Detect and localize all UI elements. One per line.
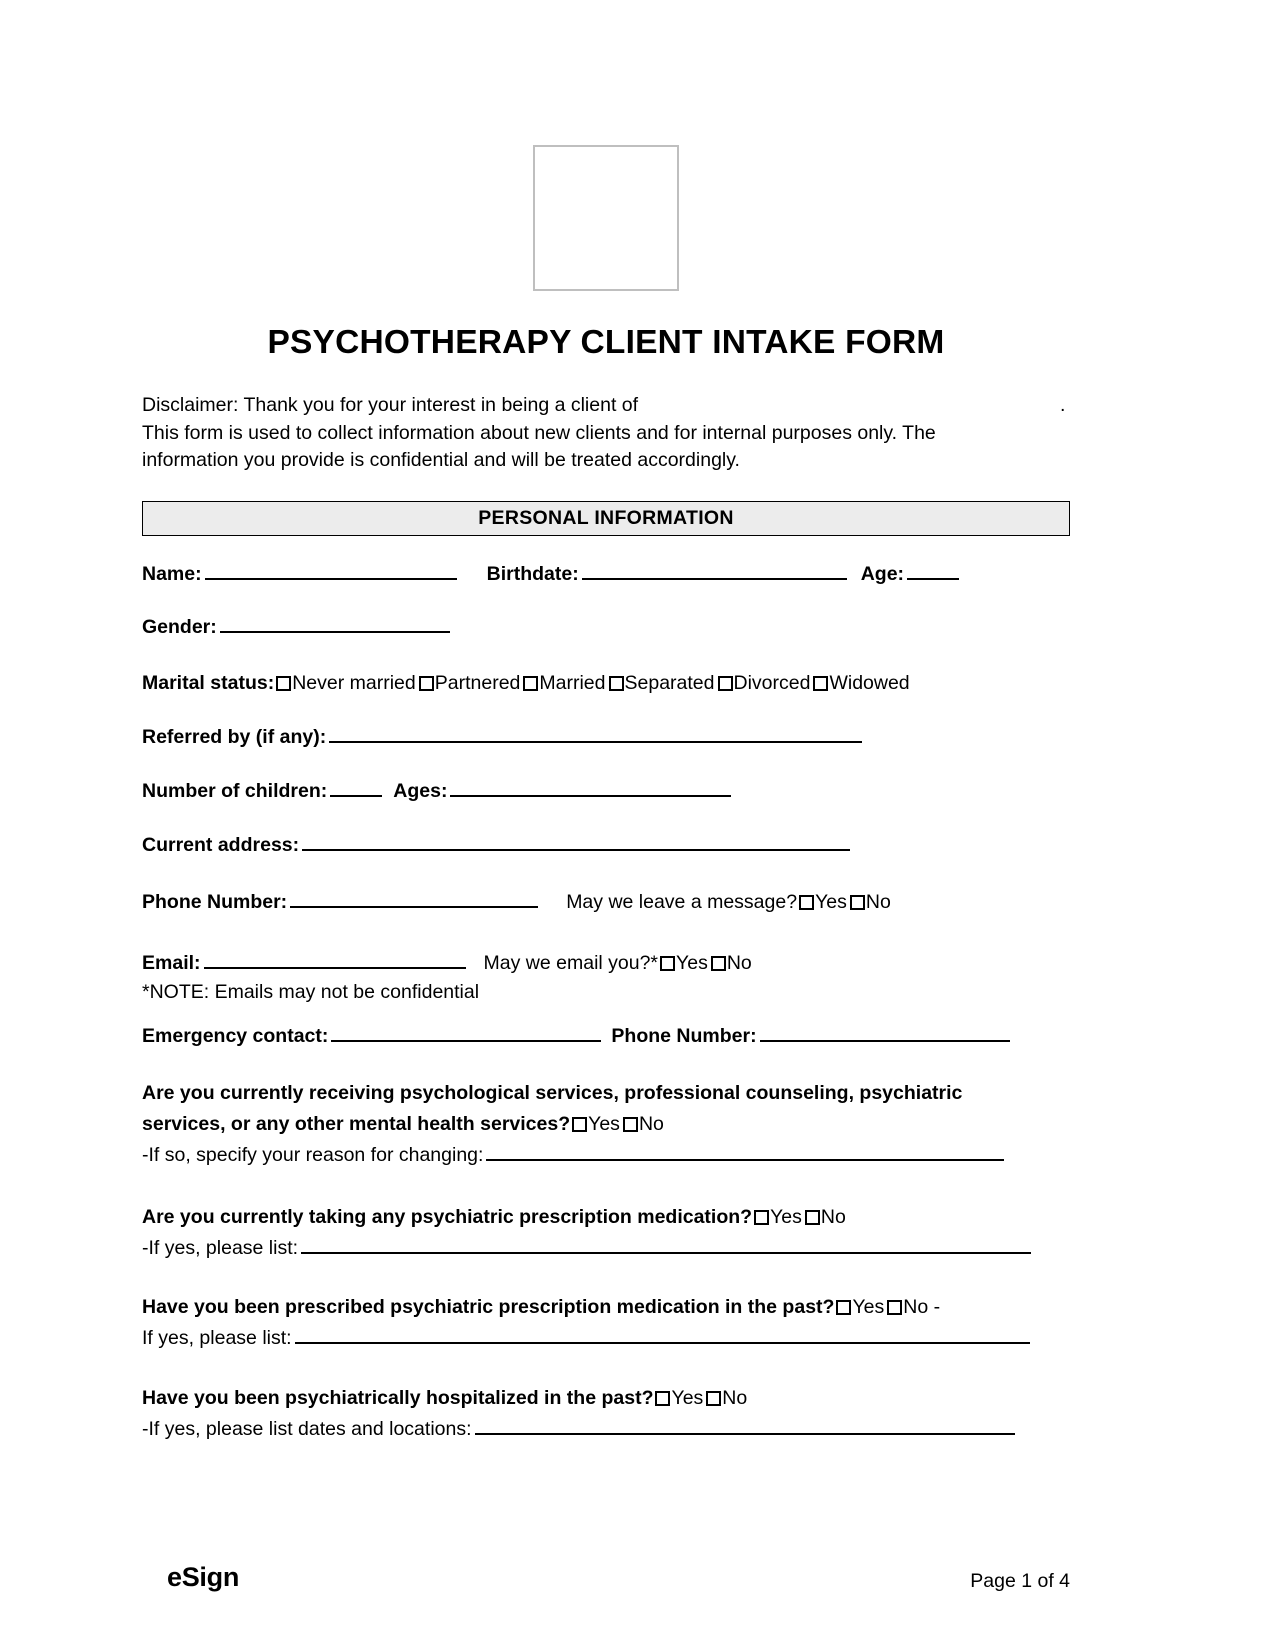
question-4-line-1 <box>142 1383 1070 1414</box>
row-name-birthdate-age <box>142 560 961 588</box>
q4-no-label: No <box>722 1387 748 1409</box>
email-yes-label: Yes <box>676 952 708 974</box>
current-address-input-blank[interactable] <box>302 831 850 851</box>
q1-no-label: No <box>638 1113 664 1135</box>
question-1-line-2 <box>142 1109 1070 1140</box>
birthdate-input-blank[interactable] <box>582 560 847 580</box>
row-email <box>142 949 753 977</box>
gender-label: Gender: <box>142 616 217 638</box>
row-gender <box>142 613 452 641</box>
ages-input-blank[interactable] <box>450 777 731 797</box>
question-3-text: Have you been prescribed psychiatric prescription medication in the past? <box>142 1296 835 1318</box>
checkbox-partnered[interactable] <box>419 676 434 691</box>
logo-placeholder-box <box>533 145 679 291</box>
checkbox-leave-message-no[interactable] <box>850 895 865 910</box>
marital-option-never-married: Never married <box>292 672 416 694</box>
name-label: Name: <box>142 563 202 585</box>
question-1-line-1 <box>142 1078 1070 1109</box>
question-2-text: Are you currently taking any psychiatric prescription medication? <box>142 1206 753 1228</box>
q2-followup-label: -If yes, please list: <box>142 1237 299 1259</box>
question-prescribed-medication-past <box>142 1292 1070 1354</box>
disclaimer-line-1-text: Disclaimer: Thank you for your interest in being a client of <box>142 394 639 416</box>
checkbox-q1-no[interactable] <box>623 1117 638 1132</box>
q3-followup-label: If yes, please list: <box>142 1327 292 1349</box>
question-1-text-line-2: services, or any other mental health services? <box>142 1113 571 1135</box>
question-2-followup <box>142 1233 1070 1264</box>
q4-yes-label: Yes <box>671 1387 704 1409</box>
q2-no-label: No <box>820 1206 846 1228</box>
question-hospitalized-past <box>142 1383 1070 1445</box>
checkbox-q3-no[interactable] <box>887 1300 902 1315</box>
disclaimer-trailing-period: . <box>1060 394 1066 416</box>
row-phone-number <box>142 888 892 916</box>
emergency-contact-input-blank[interactable] <box>331 1022 601 1042</box>
checkbox-never-married[interactable] <box>276 676 291 691</box>
checkbox-q4-no[interactable] <box>706 1391 721 1406</box>
checkbox-married[interactable] <box>523 676 538 691</box>
checkbox-q1-yes[interactable] <box>572 1117 587 1132</box>
leave-message-yes-label: Yes <box>815 891 847 913</box>
disclaimer-line-2: This form is used to collect information about new clients and for internal purposes only. The <box>142 421 936 444</box>
checkbox-q2-no[interactable] <box>805 1210 820 1225</box>
email-you-question: May we email you?* <box>483 952 659 974</box>
q1-yes-label: Yes <box>588 1113 620 1135</box>
phone-number-label: Phone Number: <box>142 891 288 913</box>
checkbox-email-yes[interactable] <box>660 956 675 971</box>
checkbox-email-no[interactable] <box>711 956 726 971</box>
q4-followup-input-blank[interactable] <box>475 1415 1015 1435</box>
current-address-label: Current address: <box>142 834 300 856</box>
marital-option-married: Married <box>539 672 606 694</box>
question-currently-taking-medication <box>142 1202 1070 1264</box>
referred-by-label: Referred by (if any): <box>142 726 327 748</box>
checkbox-q3-yes[interactable] <box>836 1300 851 1315</box>
marital-option-widowed: Widowed <box>829 672 910 694</box>
referred-by-input-blank[interactable] <box>329 723 862 743</box>
checkbox-widowed[interactable] <box>813 676 828 691</box>
section-header-personal-information: PERSONAL INFORMATION <box>142 501 1070 536</box>
disclaimer-line-3: information you provide is confidential and will be treated accordingly. <box>142 449 740 471</box>
marital-option-divorced: Divorced <box>733 672 811 694</box>
marital-option-partnered: Partnered <box>434 672 521 694</box>
q1-followup-input-blank[interactable] <box>486 1141 1004 1161</box>
marital-status-label: Marital status: <box>142 672 275 694</box>
checkbox-separated[interactable] <box>609 676 624 691</box>
q3-yes-label: Yes <box>852 1296 885 1318</box>
row-current-address <box>142 831 852 859</box>
question-3-followup <box>142 1323 1070 1354</box>
ages-label: Ages: <box>393 780 448 802</box>
row-children-ages <box>142 777 733 805</box>
number-of-children-label: Number of children: <box>142 780 328 802</box>
email-confidentiality-note <box>142 979 479 1006</box>
question-1-followup <box>142 1140 1070 1171</box>
q2-yes-label: Yes <box>770 1206 802 1228</box>
row-emergency-contact <box>142 1022 1012 1050</box>
checkbox-divorced[interactable] <box>718 676 733 691</box>
email-label: Email: <box>142 952 201 974</box>
row-marital-status <box>142 670 911 697</box>
marital-option-separated: Separated <box>624 672 715 694</box>
checkbox-leave-message-yes[interactable] <box>799 895 814 910</box>
checkbox-q2-yes[interactable] <box>754 1210 769 1225</box>
emergency-phone-label: Phone Number: <box>611 1025 757 1047</box>
question-2-line-1 <box>142 1202 1070 1233</box>
email-input-blank[interactable] <box>204 949 466 969</box>
footer-page-number: Page 1 of 4 <box>970 1570 1070 1592</box>
footer-brand-esign: eSign <box>167 1562 240 1592</box>
question-4-followup <box>142 1414 1070 1445</box>
emergency-phone-input-blank[interactable] <box>760 1022 1010 1042</box>
q4-followup-label: -If yes, please list dates and locations: <box>142 1418 472 1440</box>
q3-no-label: No - <box>903 1296 941 1318</box>
birthdate-label: Birthdate: <box>486 563 579 585</box>
leave-message-no-label: No <box>865 891 891 913</box>
age-label: Age: <box>860 563 905 585</box>
q3-followup-input-blank[interactable] <box>295 1324 1030 1344</box>
checkbox-q4-yes[interactable] <box>655 1391 670 1406</box>
email-no-label: No <box>726 952 752 974</box>
q2-followup-input-blank[interactable] <box>301 1234 1031 1254</box>
leave-message-question: May we leave a message? <box>566 891 798 913</box>
gender-input-blank[interactable] <box>220 613 450 633</box>
age-input-blank[interactable] <box>907 560 959 580</box>
emergency-contact-label: Emergency contact: <box>142 1025 329 1047</box>
phone-number-input-blank[interactable] <box>290 888 538 908</box>
number-of-children-input-blank[interactable] <box>330 777 382 797</box>
question-1-text-line-1: Are you currently receiving psychological services, professional counseling, psychiatric <box>142 1082 963 1104</box>
disclaimer-paragraph <box>142 392 1070 475</box>
page-title: PSYCHOTHERAPY CLIENT INTAKE FORM <box>267 324 945 361</box>
question-3-line-1 <box>142 1292 1070 1323</box>
question-currently-receiving-services <box>142 1078 1070 1171</box>
disclaimer-line-1 <box>142 392 1070 420</box>
name-input-blank[interactable] <box>205 560 457 580</box>
q1-followup-label: -If so, specify your reason for changing: <box>142 1144 484 1166</box>
question-4-text: Have you been psychiatrically hospitalized in the past? <box>142 1387 654 1409</box>
row-referred-by <box>142 723 864 751</box>
email-note-text: *NOTE: Emails may not be confidential <box>142 981 480 1003</box>
